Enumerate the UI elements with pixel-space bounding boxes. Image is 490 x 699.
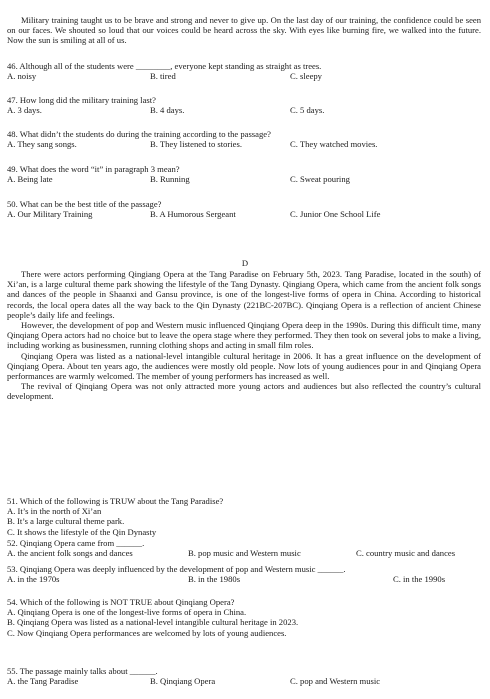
option-a: A. Our Military Training <box>7 209 93 220</box>
option-b: B. pop music and Western music <box>188 548 301 559</box>
question-stem: 55. The passage mainly talks about ______. <box>7 666 158 676</box>
question-stem: 53. Qinqiang Opera was deeply influenced by the development of pop and Western music ______. <box>7 564 346 574</box>
option-b: B. It’s a large cultural theme park. <box>7 516 125 527</box>
option-c: C. Now Qinqiang Opera performances are welcomed by lots of young audiences. <box>7 627 287 638</box>
options-row <box>7 105 483 115</box>
question-51 <box>7 496 483 537</box>
question-stem: 54. Which of the following is NOT TRUE about Qinqiang Opera? <box>7 597 235 607</box>
option-b: B. Qinqiang Opera was listed as a national-level intangible cultural heritage in 2023. <box>7 617 299 628</box>
option-c: C. country music and dances <box>356 548 456 559</box>
option-c: C. in the 1990s <box>393 574 446 585</box>
option-b: B. A Humorous Sergeant <box>150 209 236 220</box>
question-stem: 52. Qinqiang Opera came from ______. <box>7 538 145 548</box>
option-c: C. sleepy <box>290 71 322 82</box>
question-49 <box>7 164 483 184</box>
question-48 <box>7 129 483 149</box>
options-row <box>7 139 483 149</box>
options-row <box>7 209 483 219</box>
options-row <box>7 548 483 558</box>
question-50 <box>7 199 483 219</box>
options-row <box>7 71 483 81</box>
passage-d-paragraph-4: The revival of Qinqiang Opera was not only attracted more young actors and audiences but also reflected the country’s cultural development. <box>7 381 481 402</box>
option-b: B. Qinqiang Opera <box>150 676 216 687</box>
option-a: A. 3 days. <box>7 105 42 116</box>
question-55 <box>7 666 483 686</box>
option-b: B. They listened to stories. <box>150 139 242 150</box>
option-c: C. Junior One School Life <box>290 209 381 220</box>
option-a: A. It’s in the north of Xi’an <box>7 506 102 517</box>
option-b: B. Running <box>150 174 190 185</box>
options-row <box>7 676 483 686</box>
question-52 <box>7 538 483 558</box>
option-a: A. noisy <box>7 71 37 82</box>
option-c: C. pop and Western music <box>290 676 381 687</box>
question-stem: 48. What didn’t the students do during the training according to the passage? <box>7 129 271 139</box>
question-stem: 47. How long did the military training last? <box>7 95 156 105</box>
question-53 <box>7 564 483 584</box>
passage-d-paragraph-2: However, the development of pop and Western music influenced Qinqiang Opera deep in the 1990s. During this difficult time, many Qinqiang Opera actors had no choice but to leave the opera stage where they performed. They then took on several jobs to make a living, including working as businessmen, running clothing shops and acting in small film roles. <box>7 320 481 351</box>
question-stem: 49. What does the word “it” in paragraph 3 mean? <box>7 164 180 174</box>
passage-d-paragraph-1: There were actors performing Qingiang Opera at the Tang Paradise on February 5th, 2023. Tang Paradise, located in the south) of Xi’an, is a large cultural theme park showing the lifestyle of the Tang Dynasty. Qingiang Opera, which came from the ancient folk songs and dances of the people in Shaanxi and Gansu province, is one of the longest-live forms of opera in China. According to historical records, the local opera dates all the way back to the Qin Dynasty (221BC-207BC). Qinqiang Opera is a reflection of ancient Chinese people’s daily life and feelings. <box>7 269 481 320</box>
option-a: A. Being late <box>7 174 53 185</box>
passage-d-paragraph-3: Qinqiang Opera was listed as a national-level intangible cultural heritage in 2006. It has a great influence on the development of Qinqiang Opera. About ten years ago, the audiences were mostly old people. Now lots of young audiences pour in and Qinqiang Opera performances are warmly welcomed. The member of young performers has increased as well. <box>7 350 481 382</box>
options-row <box>7 174 483 184</box>
option-a: A. the Tang Paradise <box>7 676 79 687</box>
options-row <box>7 574 483 584</box>
question-47 <box>7 95 483 115</box>
question-46 <box>7 61 483 81</box>
option-a: A. Qinqiang Opera is one of the longest-live forms of opera in China. <box>7 607 247 618</box>
option-a: A. They sang songs. <box>7 139 77 150</box>
option-c: C. They watched movies. <box>290 139 378 150</box>
passage-d <box>7 269 481 402</box>
option-a: A. the ancient folk songs and dances <box>7 548 133 559</box>
question-stem: 50. What can be the best title of the passage? <box>7 199 162 209</box>
question-stem: 46. Although all of the students were ________, everyone kept standing as straight as trees. <box>7 61 322 71</box>
passage-c-closing-paragraph: Military training taught us to be brave and strong and never to give up. On the last day of our training, the confidence could be seen on our faces. We shouted so loud that our voices could be heard across the sky. With eyes like burning fire, we walked into the future. Now the sun is smiling at all of us. <box>7 15 481 46</box>
option-c: C. Sweat pouring <box>290 174 350 185</box>
section-d-heading: D <box>241 258 249 268</box>
option-a: A. in the 1970s <box>7 574 60 585</box>
option-b: B. tired <box>150 71 176 82</box>
option-b: B. 4 days. <box>150 105 185 116</box>
option-b: B. in the 1980s <box>188 574 241 585</box>
option-c: C. It shows the lifestyle of the Qin Dynasty <box>7 526 157 537</box>
question-stem: 51. Which of the following is TRUW about the Tang Paradise? <box>7 496 224 506</box>
question-54 <box>7 597 483 638</box>
option-c: C. 5 days. <box>290 105 325 116</box>
